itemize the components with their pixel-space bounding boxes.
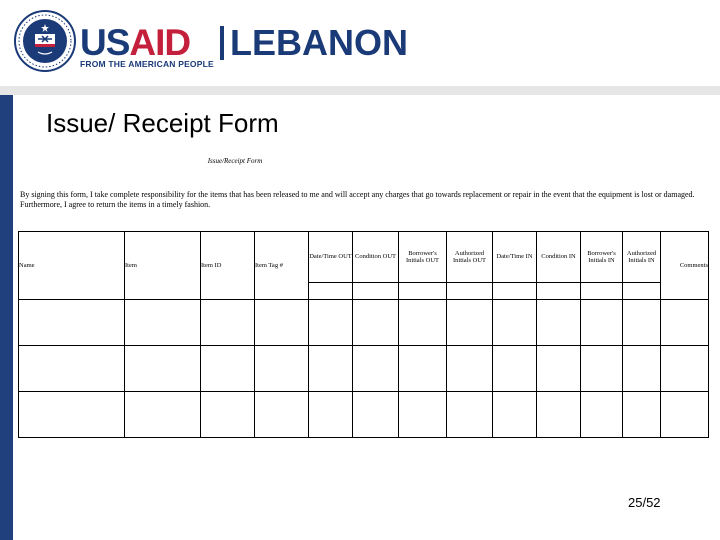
entry-cell[interactable] <box>353 346 399 392</box>
entry-cell[interactable] <box>125 346 201 392</box>
slide-title: Issue/ Receipt Form <box>46 108 279 138</box>
issue-receipt-table <box>18 231 709 438</box>
header-name: Name <box>19 232 125 300</box>
entry-cell[interactable] <box>623 392 661 438</box>
entry-cell[interactable] <box>493 300 537 346</box>
entry-cell[interactable] <box>661 300 709 346</box>
blank-cell <box>399 283 447 300</box>
header-authorized-out: Authorized Initials OUT <box>447 232 493 283</box>
header-item: Item <box>125 232 201 300</box>
entry-cell[interactable] <box>537 346 581 392</box>
blank-cell <box>447 283 493 300</box>
entry-cell[interactable] <box>447 392 493 438</box>
entry-cell[interactable] <box>581 300 623 346</box>
entry-cell[interactable] <box>255 300 309 346</box>
header-rule <box>0 86 720 95</box>
entry-cell[interactable] <box>661 346 709 392</box>
entry-cell[interactable] <box>537 300 581 346</box>
header-item-tag: Item Tag # <box>255 232 309 300</box>
blank-cell <box>581 283 623 300</box>
usaid-logotype <box>80 24 190 62</box>
entry-cell[interactable] <box>493 392 537 438</box>
country-name: LEBANON <box>230 22 408 63</box>
blank-cell <box>353 283 399 300</box>
entry-cell[interactable] <box>399 300 447 346</box>
entry-cell[interactable] <box>125 300 201 346</box>
responsibility-statement: By signing this form, I take complete responsibility for the items that has been released to me and will accept any charges that go towards replacement or repair in the event that the equipment is lost or damaged. Furthermore, I agree to return the items in a timely fashion. <box>20 190 695 209</box>
entry-cell[interactable] <box>623 300 661 346</box>
table-header-row <box>19 232 709 283</box>
header-item-id: Item ID <box>201 232 255 300</box>
entry-cell[interactable] <box>493 346 537 392</box>
entry-cell[interactable] <box>537 392 581 438</box>
usaid-seal-logo <box>14 10 76 72</box>
entry-cell[interactable] <box>581 392 623 438</box>
entry-cell[interactable] <box>447 300 493 346</box>
header-authorized-in: Authorized Initials IN <box>623 232 661 283</box>
usaid-aid: AID <box>129 22 191 63</box>
entry-cell[interactable] <box>309 346 353 392</box>
brand-tagline: FROM THE AMERICAN PEOPLE <box>80 59 214 69</box>
entry-cell[interactable] <box>255 392 309 438</box>
entry-cell[interactable] <box>19 346 125 392</box>
entry-cell[interactable] <box>125 392 201 438</box>
slide-header <box>0 0 720 82</box>
header-borrower-out: Borrower's Initials OUT <box>399 232 447 283</box>
header-comments: Comments <box>661 232 709 300</box>
blank-cell <box>537 283 581 300</box>
table-row <box>19 300 709 346</box>
table-row <box>19 392 709 438</box>
entry-cell[interactable] <box>447 346 493 392</box>
entry-cell[interactable] <box>353 300 399 346</box>
usaid-us: US <box>80 22 130 63</box>
form-title: Issue/Receipt Form <box>207 157 263 165</box>
entry-cell[interactable] <box>19 300 125 346</box>
header-condition-in: Condition IN <box>537 232 581 283</box>
header-date-out: Date/Time OUT <box>309 232 353 283</box>
header-condition-out: Condition OUT <box>353 232 399 283</box>
header-borrower-in: Borrower's Initials IN <box>581 232 623 283</box>
header-date-in: Date/Time IN <box>493 232 537 283</box>
blank-cell <box>623 283 661 300</box>
entry-cell[interactable] <box>201 346 255 392</box>
table-row <box>19 346 709 392</box>
entry-cell[interactable] <box>661 392 709 438</box>
entry-cell[interactable] <box>623 346 661 392</box>
entry-cell[interactable] <box>581 346 623 392</box>
logo-divider <box>220 26 224 60</box>
entry-cell[interactable] <box>201 392 255 438</box>
entry-cell[interactable] <box>353 392 399 438</box>
entry-cell[interactable] <box>399 392 447 438</box>
entry-cell[interactable] <box>309 392 353 438</box>
blank-cell <box>309 283 353 300</box>
blank-cell <box>493 283 537 300</box>
entry-cell[interactable] <box>19 392 125 438</box>
page-number: 25/52 <box>628 495 661 510</box>
entry-cell[interactable] <box>399 346 447 392</box>
entry-cell[interactable] <box>309 300 353 346</box>
entry-cell[interactable] <box>201 300 255 346</box>
entry-cell[interactable] <box>255 346 309 392</box>
